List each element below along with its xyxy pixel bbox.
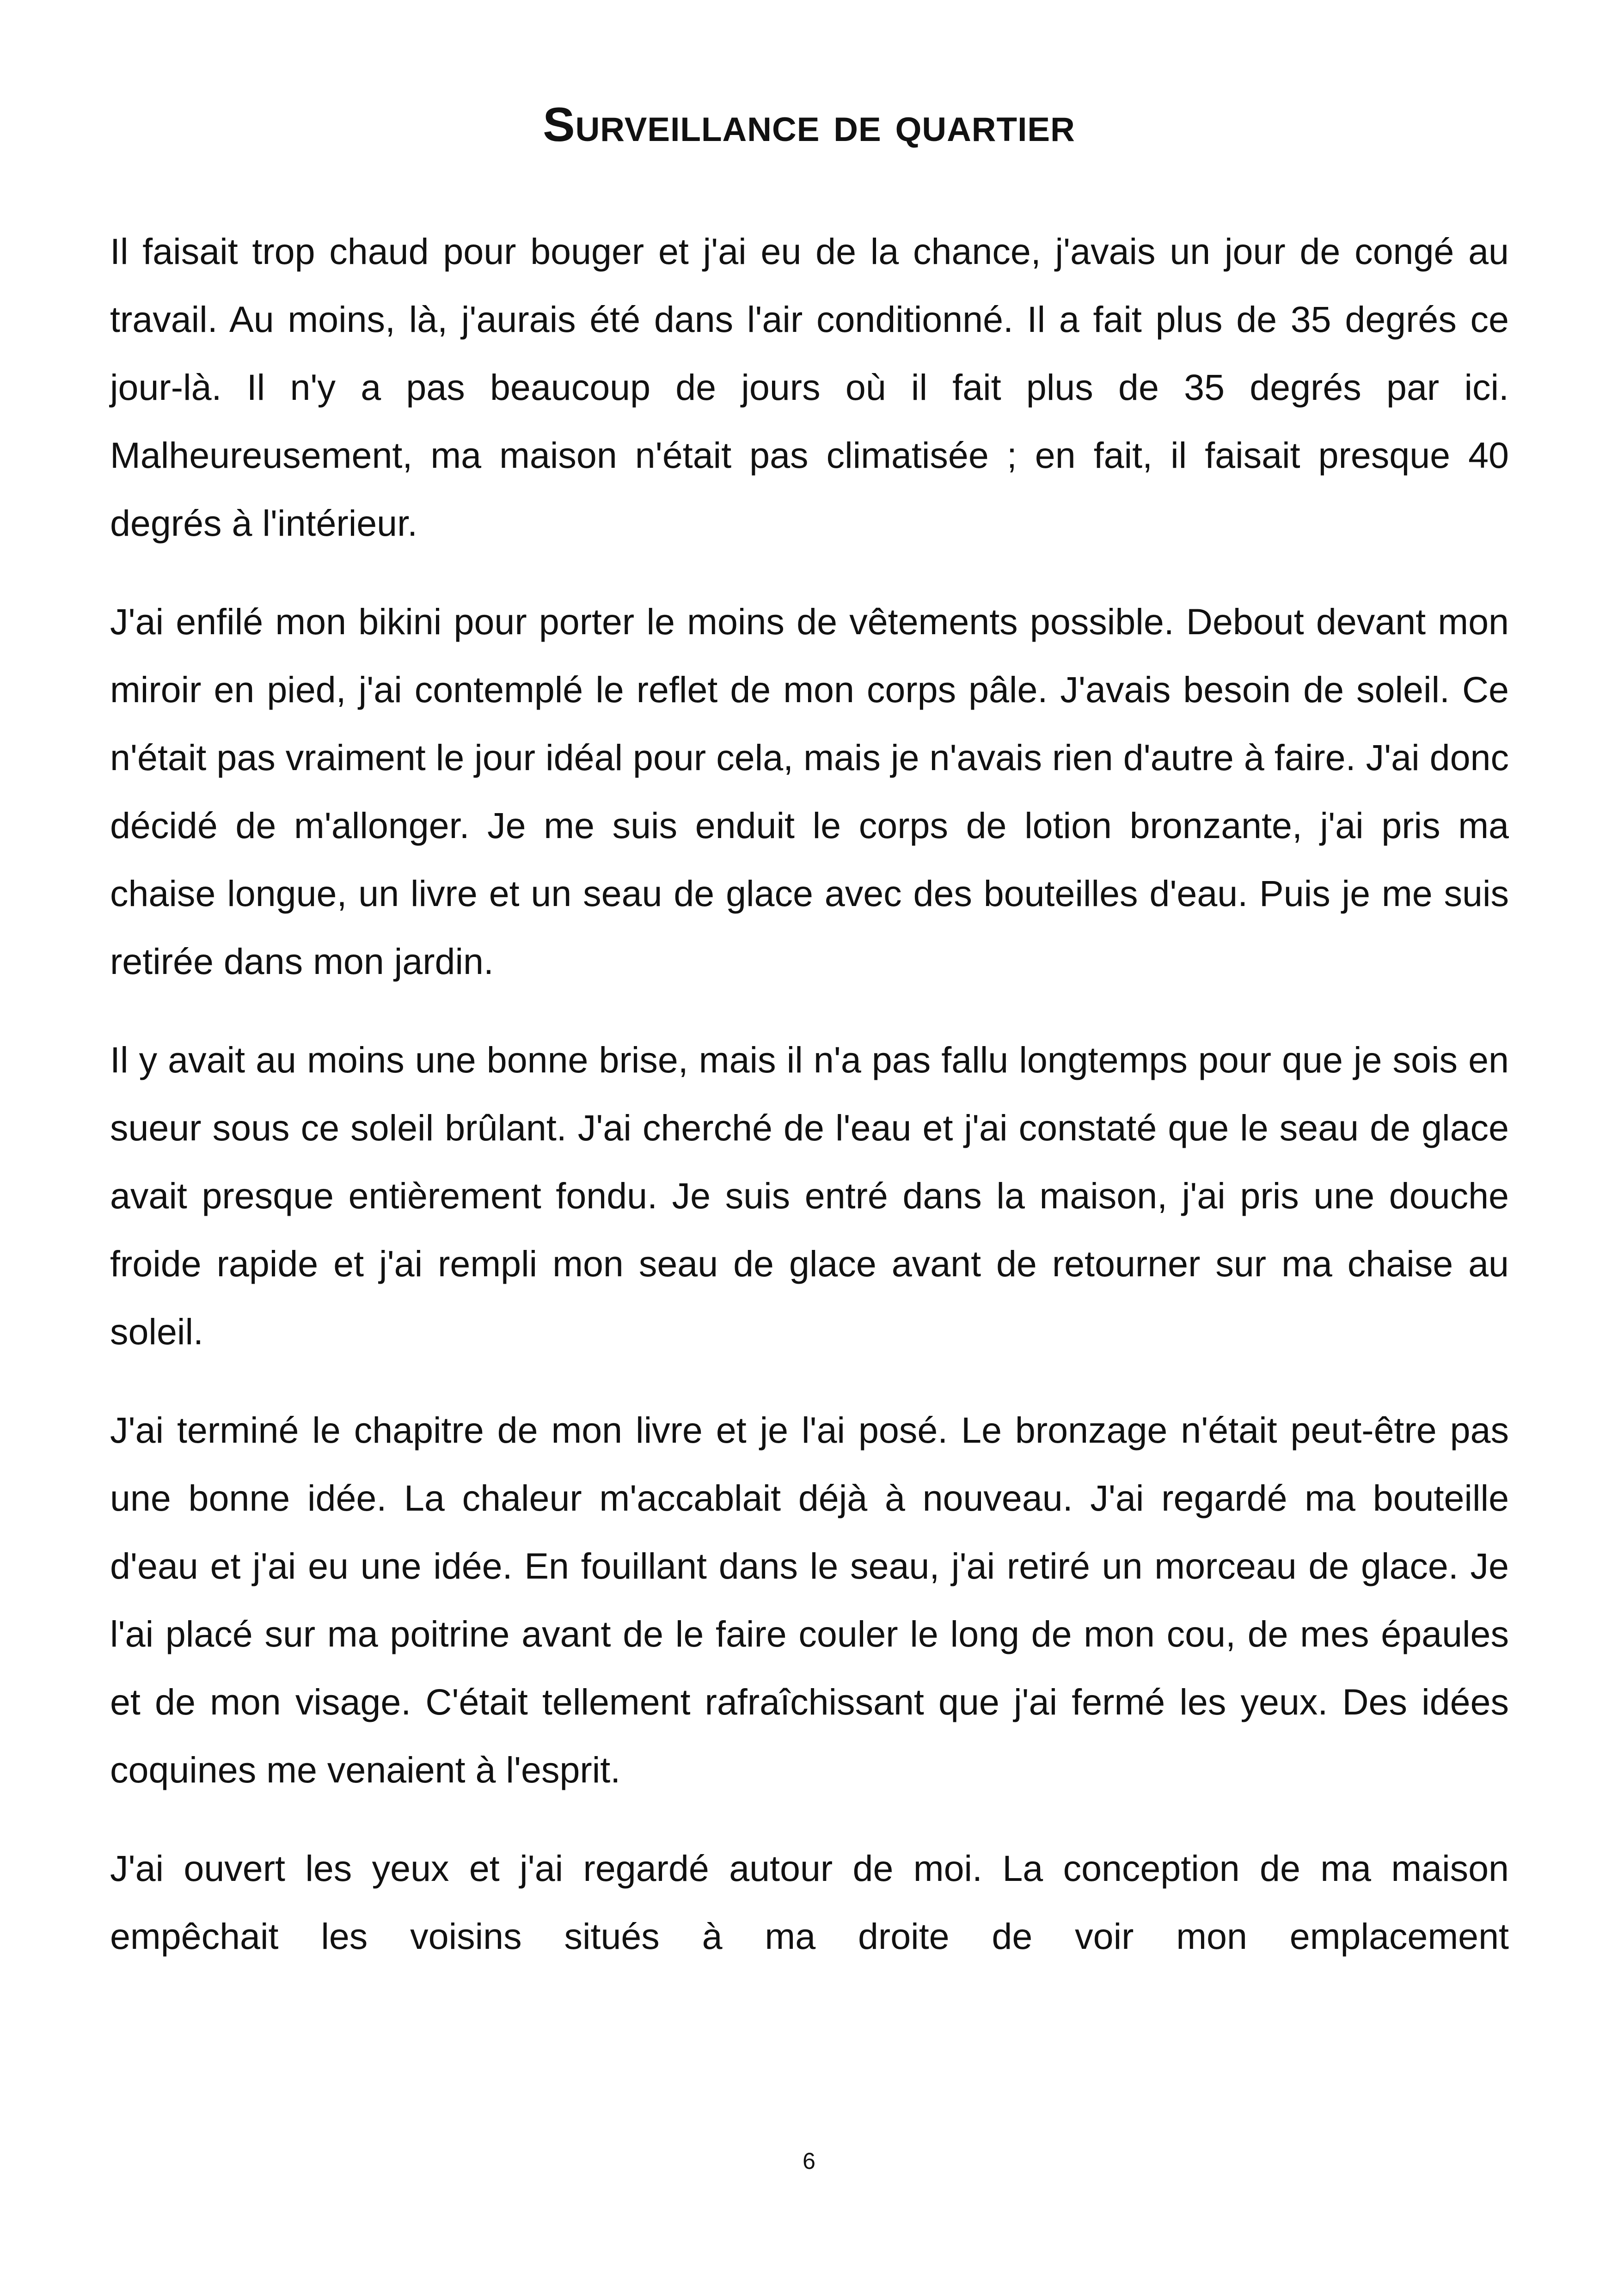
paragraph: Il y avait au moins une bonne brise, mais il n'a pas fallu longtemps pour que je sois en sueur sous ce soleil brûlant. J'ai cherché de l'eau et j'ai constaté que le seau de glace avait presque entièrement fondu. Je suis entré dans la maison, j'ai pris une douche froide rapide et j'ai rempli mon seau de glace avant de retourner sur ma chaise au soleil.	[110, 1039, 1509, 1352]
paragraph: Il faisait trop chaud pour bouger et j'ai eu de la chance, j'avais un jour de congé au travail. Au moins, là, j'aurais été dans l'air conditionné. Il a fait plus de 35 degrés ce jour-là. Il n'y a pas beaucoup de jours où il fait plus de 35 degrés par ici. Malheureusement, ma maison n'était pas climatisée ; en fait, il faisait presque 40 degrés à l'intérieur.	[110, 231, 1509, 544]
body-text	[110, 217, 1509, 2001]
paragraph: J'ai ouvert les yeux et j'ai regardé autour de moi. La conception de ma maison empêchait les voisins situés à ma droite de voir mon emplacement	[110, 1848, 1509, 1957]
paragraph: J'ai terminé le chapitre de mon livre et je l'ai posé. Le bronzage n'était peut-être pas une bonne idée. La chaleur m'accablait déjà à nouveau. J'ai regardé ma bouteille d'eau et j'ai eu une idée. En fouillant dans le seau, j'ai retiré un morceau de glace. Je l'ai placé sur ma poitrine avant de le faire couler le long de mon cou, de mes épaules et de mon visage. C'était tellement rafraîchissant que j'ai fermé les yeux. Des idées coquines me venaient à l'esprit.	[110, 1409, 1509, 1790]
page-number: 6	[803, 2148, 815, 2174]
page-title: Surveillance de quartier	[543, 98, 1075, 152]
paragraph: J'ai enfilé mon bikini pour porter le moins de vêtements possible. Debout devant mon miroir en pied, j'ai contemplé le reflet de mon corps pâle. J'avais besoin de soleil. Ce n'était pas vraiment le jour idéal pour cela, mais je n'avais rien d'autre à faire. J'ai donc décidé de m'allonger. Je me suis enduit le corps de lotion bronzante, j'ai pris ma chaise longue, un livre et un seau de glace avec des bouteilles d'eau. Puis je me suis retirée dans mon jardin.	[110, 601, 1509, 982]
